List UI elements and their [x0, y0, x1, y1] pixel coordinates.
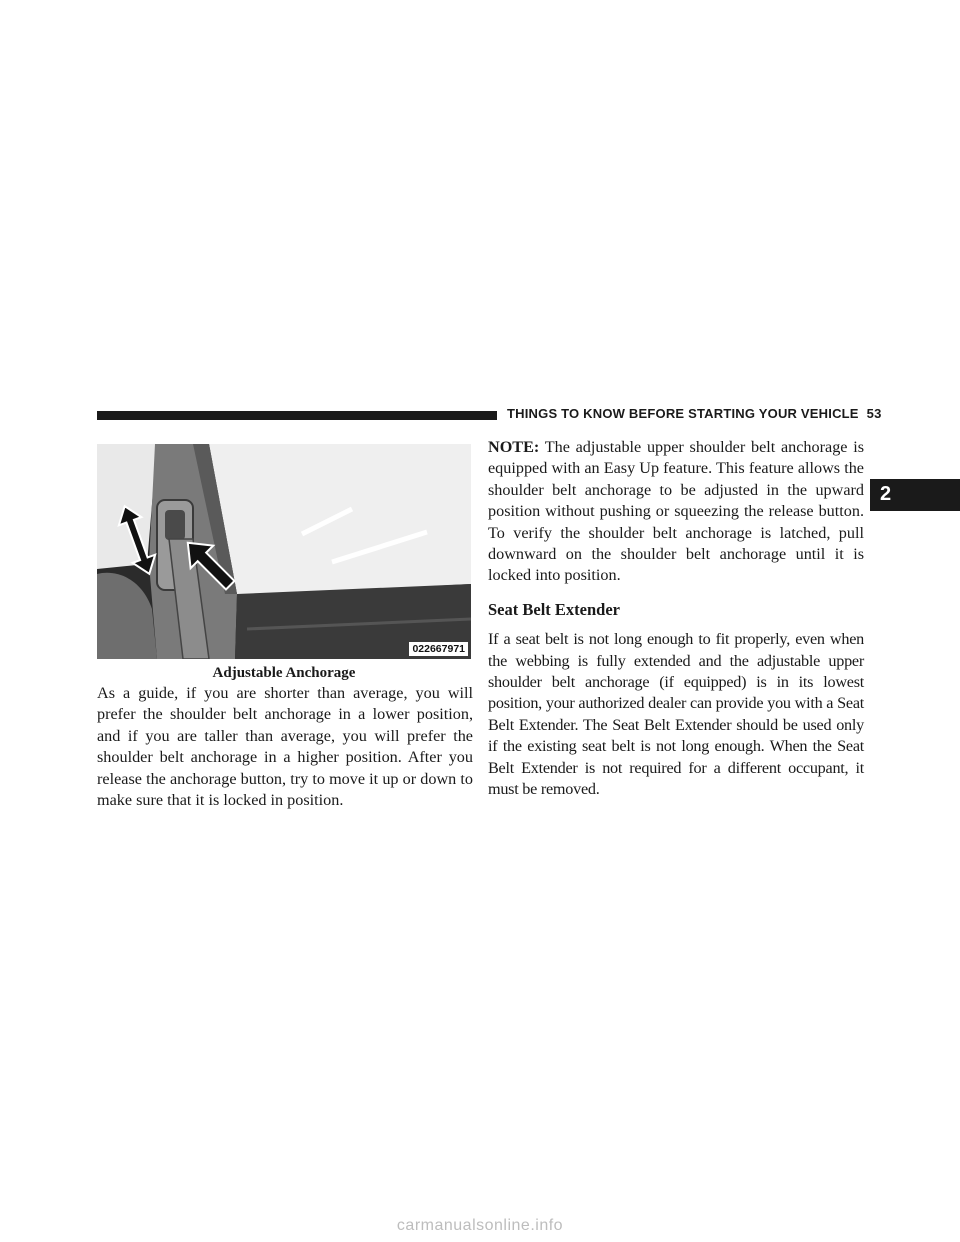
chapter-tab	[870, 479, 960, 511]
extender-paragraph: If a seat belt is not long enough to fit properly, even when the webbing is fully extended and the adjustable upper shoulder belt anchorage (if equipped) is in its lowest position, your authorized dealer can provide you with a Seat Belt Extender. The Seat Belt Extender should be used only if the existing seat belt is not long enough. When the Seat Belt Extender is not required for a different occupant, it must be removed.	[488, 630, 864, 799]
adjustable-anchorage-illustration	[97, 444, 471, 659]
header-rule	[97, 411, 497, 420]
car-interior-drawing	[97, 444, 471, 659]
note-paragraph	[488, 437, 864, 587]
footer-watermark[interactable]: carmanualsonline.info	[396, 1217, 564, 1234]
page-number: 53	[866, 406, 882, 421]
note-label: NOTE:	[488, 438, 540, 456]
figure-code: 022667971	[409, 642, 468, 656]
running-header	[507, 406, 882, 421]
note-text: The adjustable upper shoulder belt anchorage is equipped with an Easy Up feature. This feature allows the shoulder belt anchorage to be adjusted in the upward position without pushing or squeezing the release button. To verify the shoulder belt anchorage is latched, pull downward on the shoulder belt anchorage until it is locked into position.	[488, 438, 864, 585]
chapter-number: 2	[880, 483, 892, 505]
section-heading-seat-belt-extender: Seat Belt Extender	[488, 599, 620, 619]
figure-caption: Adjustable Anchorage	[212, 665, 356, 681]
side-window	[209, 444, 471, 594]
left-column	[97, 683, 473, 811]
right-column	[488, 437, 864, 801]
section-title: THINGS TO KNOW BEFORE STARTING YOUR VEHICLE	[507, 406, 859, 421]
anchorage-guide-paragraph: As a guide, if you are shorter than average, you will prefer the shoulder belt anchorage in a lower position, and if you are taller than average, you will prefer the shoulder belt anchorage in a higher position. After you release the anchorage button, try to move it up or down to make sure that it is locked in position.	[97, 684, 473, 810]
